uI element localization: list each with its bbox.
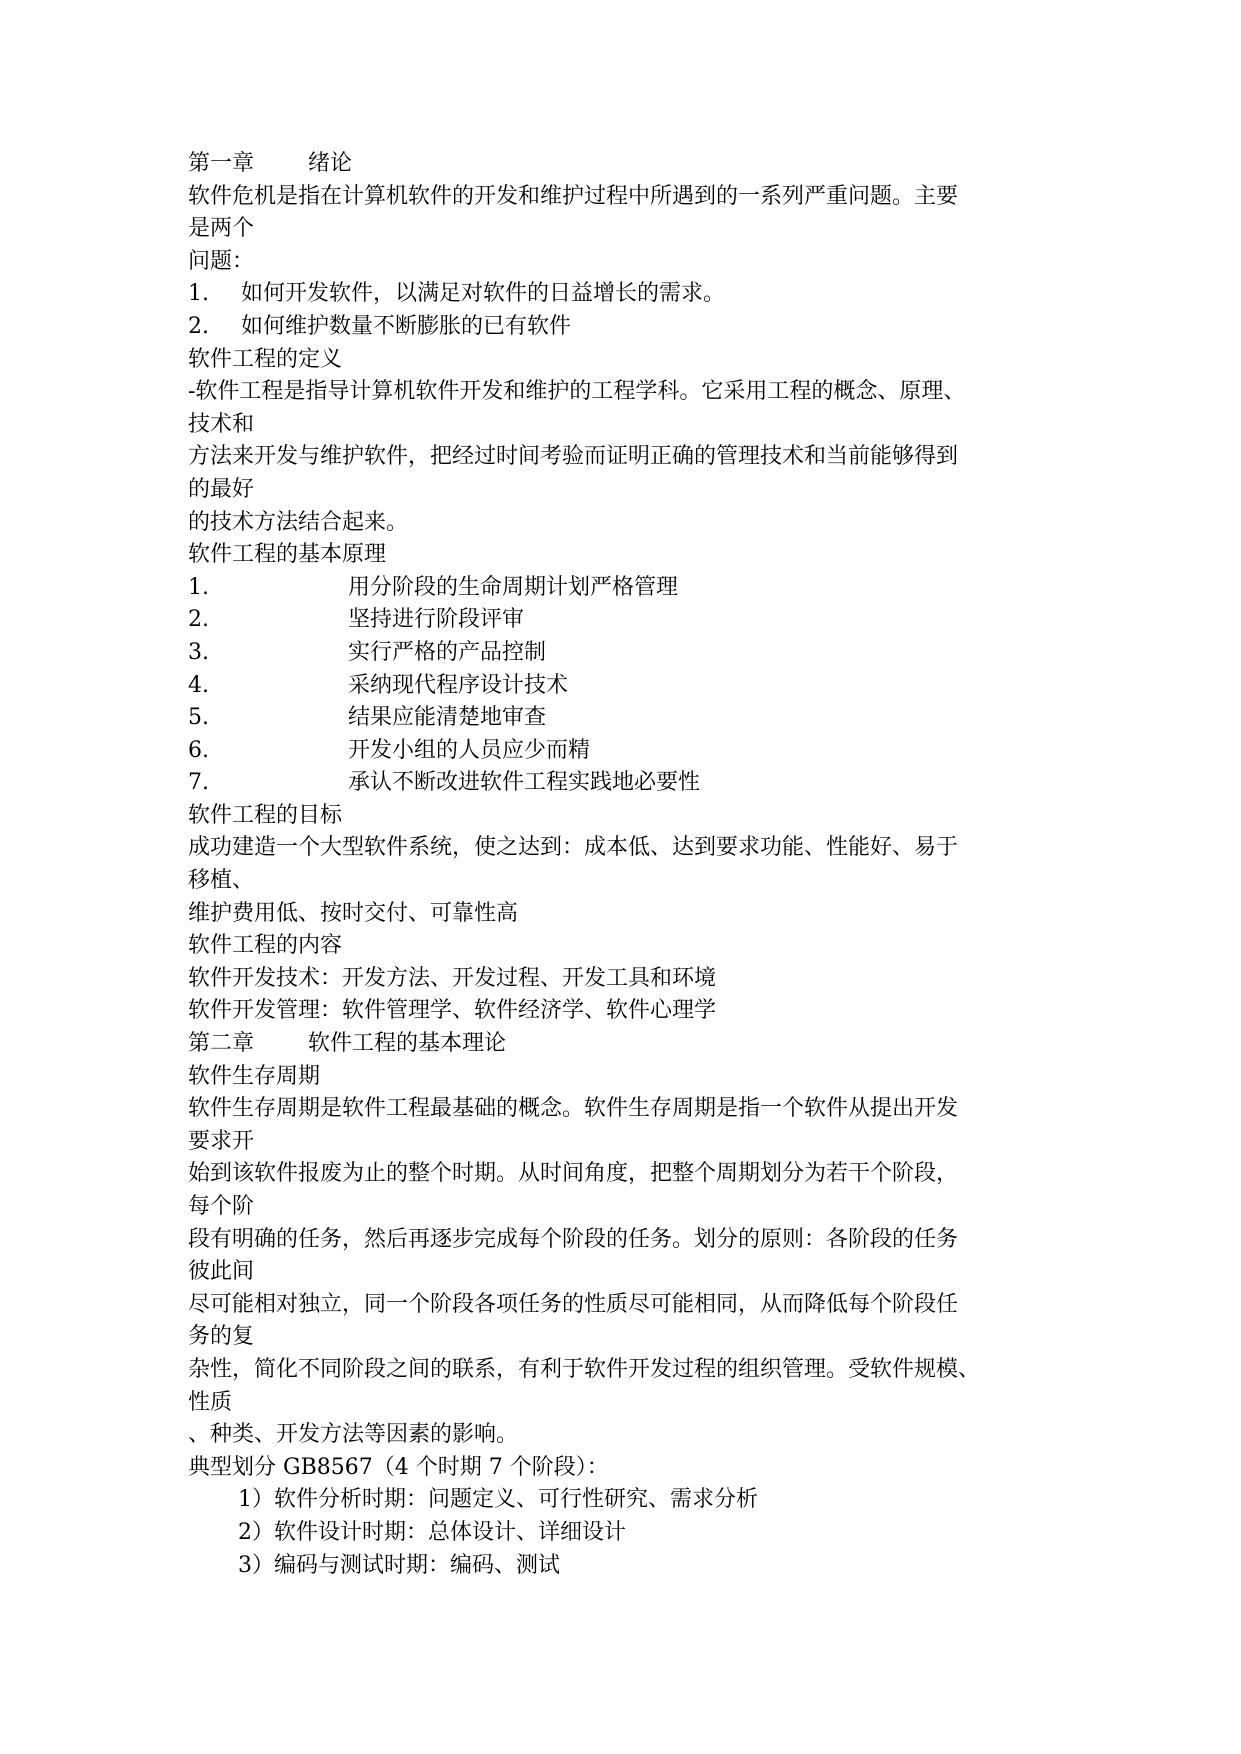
principle-text: 用分阶段的生命周期计划严格管理 bbox=[348, 574, 679, 600]
document-body bbox=[188, 148, 1068, 1582]
principle-text: 开发小组的人员应少而精 bbox=[348, 737, 591, 763]
principle-number: 1. bbox=[188, 574, 209, 600]
lifecycle-line-2: 要求开 bbox=[188, 1128, 255, 1154]
goals-heading: 软件工程的目标 bbox=[188, 802, 343, 828]
problem-item bbox=[188, 278, 1068, 311]
problem-number: 2. bbox=[188, 313, 209, 339]
contents-line-2: 软件开发管理：软件管理学、软件经济学、软件心理学 bbox=[188, 998, 717, 1024]
principle-item bbox=[188, 767, 1068, 800]
chapter-1-title: 绪论 bbox=[308, 151, 353, 176]
lifecycle-heading: 软件生存周期 bbox=[188, 1063, 321, 1089]
goals-line-1: 成功建造一个大型软件系统，使之达到：成本低、达到要求功能、性能好、易于 bbox=[188, 835, 959, 861]
principle-number: 3. bbox=[188, 639, 209, 665]
lifecycle-line-7: 尽可能相对独立，同一个阶段各项任务的性质尽可能相同，从而降低每个阶段任 bbox=[188, 1291, 959, 1317]
principle-text: 坚持进行阶段评审 bbox=[348, 607, 525, 633]
problem-number: 1. bbox=[188, 281, 209, 307]
principle-text: 采纳现代程序设计技术 bbox=[348, 672, 569, 698]
crisis-line-2: 是两个 bbox=[188, 216, 255, 242]
lifecycle-line-9: 杂性，简化不同阶段之间的联系，有利于软件开发过程的组织管理。受软件规模、 bbox=[188, 1356, 981, 1382]
chapter-2-heading bbox=[188, 1028, 1068, 1061]
principle-item bbox=[188, 735, 1068, 768]
principle-text: 实行严格的产品控制 bbox=[348, 639, 547, 665]
problem-text: 如何维护数量不断膨胀的已有软件 bbox=[241, 313, 572, 339]
goals-line-3: 维护费用低、按时交付、可靠性高 bbox=[188, 900, 519, 926]
principle-text: 承认不断改进软件工程实践地必要性 bbox=[348, 770, 701, 796]
lifecycle-line-3: 始到该软件报废为止的整个时期。从时间角度，把整个周期划分为若干个阶段， bbox=[188, 1161, 959, 1187]
contents-heading: 软件工程的内容 bbox=[188, 933, 343, 959]
lifecycle-line-11: 、种类、开发方法等因素的影响。 bbox=[188, 1422, 519, 1448]
principle-item bbox=[188, 670, 1068, 703]
principles-heading: 软件工程的基本原理 bbox=[188, 542, 387, 568]
definition-line-5: 的技术方法结合起来。 bbox=[188, 509, 409, 535]
principle-number: 5. bbox=[188, 705, 209, 731]
problem-text: 如何开发软件，以满足对软件的日益增长的需求。 bbox=[241, 281, 726, 307]
problem-item bbox=[188, 311, 1068, 344]
lifecycle-line-10: 性质 bbox=[188, 1389, 233, 1415]
division-item: 2）软件设计时期：总体设计、详细设计 bbox=[238, 1519, 626, 1545]
lifecycle-line-5: 段有明确的任务，然后再逐步完成每个阶段的任务。划分的原则：各阶段的任务 bbox=[188, 1226, 959, 1252]
division-heading: 典型划分 GB8567（4 个时期 7 个阶段）： bbox=[188, 1454, 609, 1480]
principle-number: 4. bbox=[188, 672, 209, 698]
principle-number: 7. bbox=[188, 770, 209, 796]
principle-number: 2. bbox=[188, 607, 209, 633]
chapter-2-title: 软件工程的基本理论 bbox=[308, 1031, 507, 1057]
lifecycle-line-4: 每个阶 bbox=[188, 1194, 255, 1219]
contents-line-1: 软件开发技术：开发方法、开发过程、开发工具和环境 bbox=[188, 965, 717, 991]
principle-item bbox=[188, 604, 1068, 637]
division-item: 1）软件分析时期：问题定义、可行性研究、需求分析 bbox=[238, 1487, 758, 1513]
division-item: 3）编码与测试时期：编码、测试 bbox=[238, 1552, 560, 1578]
definition-heading: 软件工程的定义 bbox=[188, 346, 343, 372]
lifecycle-line-8: 务的复 bbox=[188, 1324, 255, 1350]
crisis-line-1: 软件危机是指在计算机软件的开发和维护过程中所遇到的一系列严重问题。主要 bbox=[188, 183, 959, 209]
lifecycle-line-6: 彼此间 bbox=[188, 1259, 255, 1285]
lifecycle-line-1: 软件生存周期是软件工程最基础的概念。软件生存周期是指一个软件从提出开发 bbox=[188, 1096, 959, 1122]
chapter-2-label: 第二章 bbox=[188, 1031, 255, 1057]
principle-item bbox=[188, 702, 1068, 735]
definition-line-3: 方法来开发与维护软件，把经过时间考验而证明正确的管理技术和当前能够得到 bbox=[188, 444, 959, 470]
chapter-1-label: 第一章 bbox=[188, 151, 255, 176]
principle-number: 6. bbox=[188, 737, 209, 763]
crisis-line-3: 问题： bbox=[188, 248, 255, 274]
definition-line-1: -软件工程是指导计算机软件开发和维护的工程学科。它采用工程的概念、原理、 bbox=[188, 379, 966, 405]
definition-line-2: 技术和 bbox=[188, 411, 255, 437]
principle-text: 结果应能清楚地审查 bbox=[348, 705, 547, 731]
goals-line-2: 移植、 bbox=[188, 868, 255, 894]
principle-item bbox=[188, 637, 1068, 670]
definition-line-4: 的最好 bbox=[188, 476, 255, 502]
principle-item bbox=[188, 572, 1068, 605]
chapter-1-heading bbox=[188, 148, 1068, 181]
